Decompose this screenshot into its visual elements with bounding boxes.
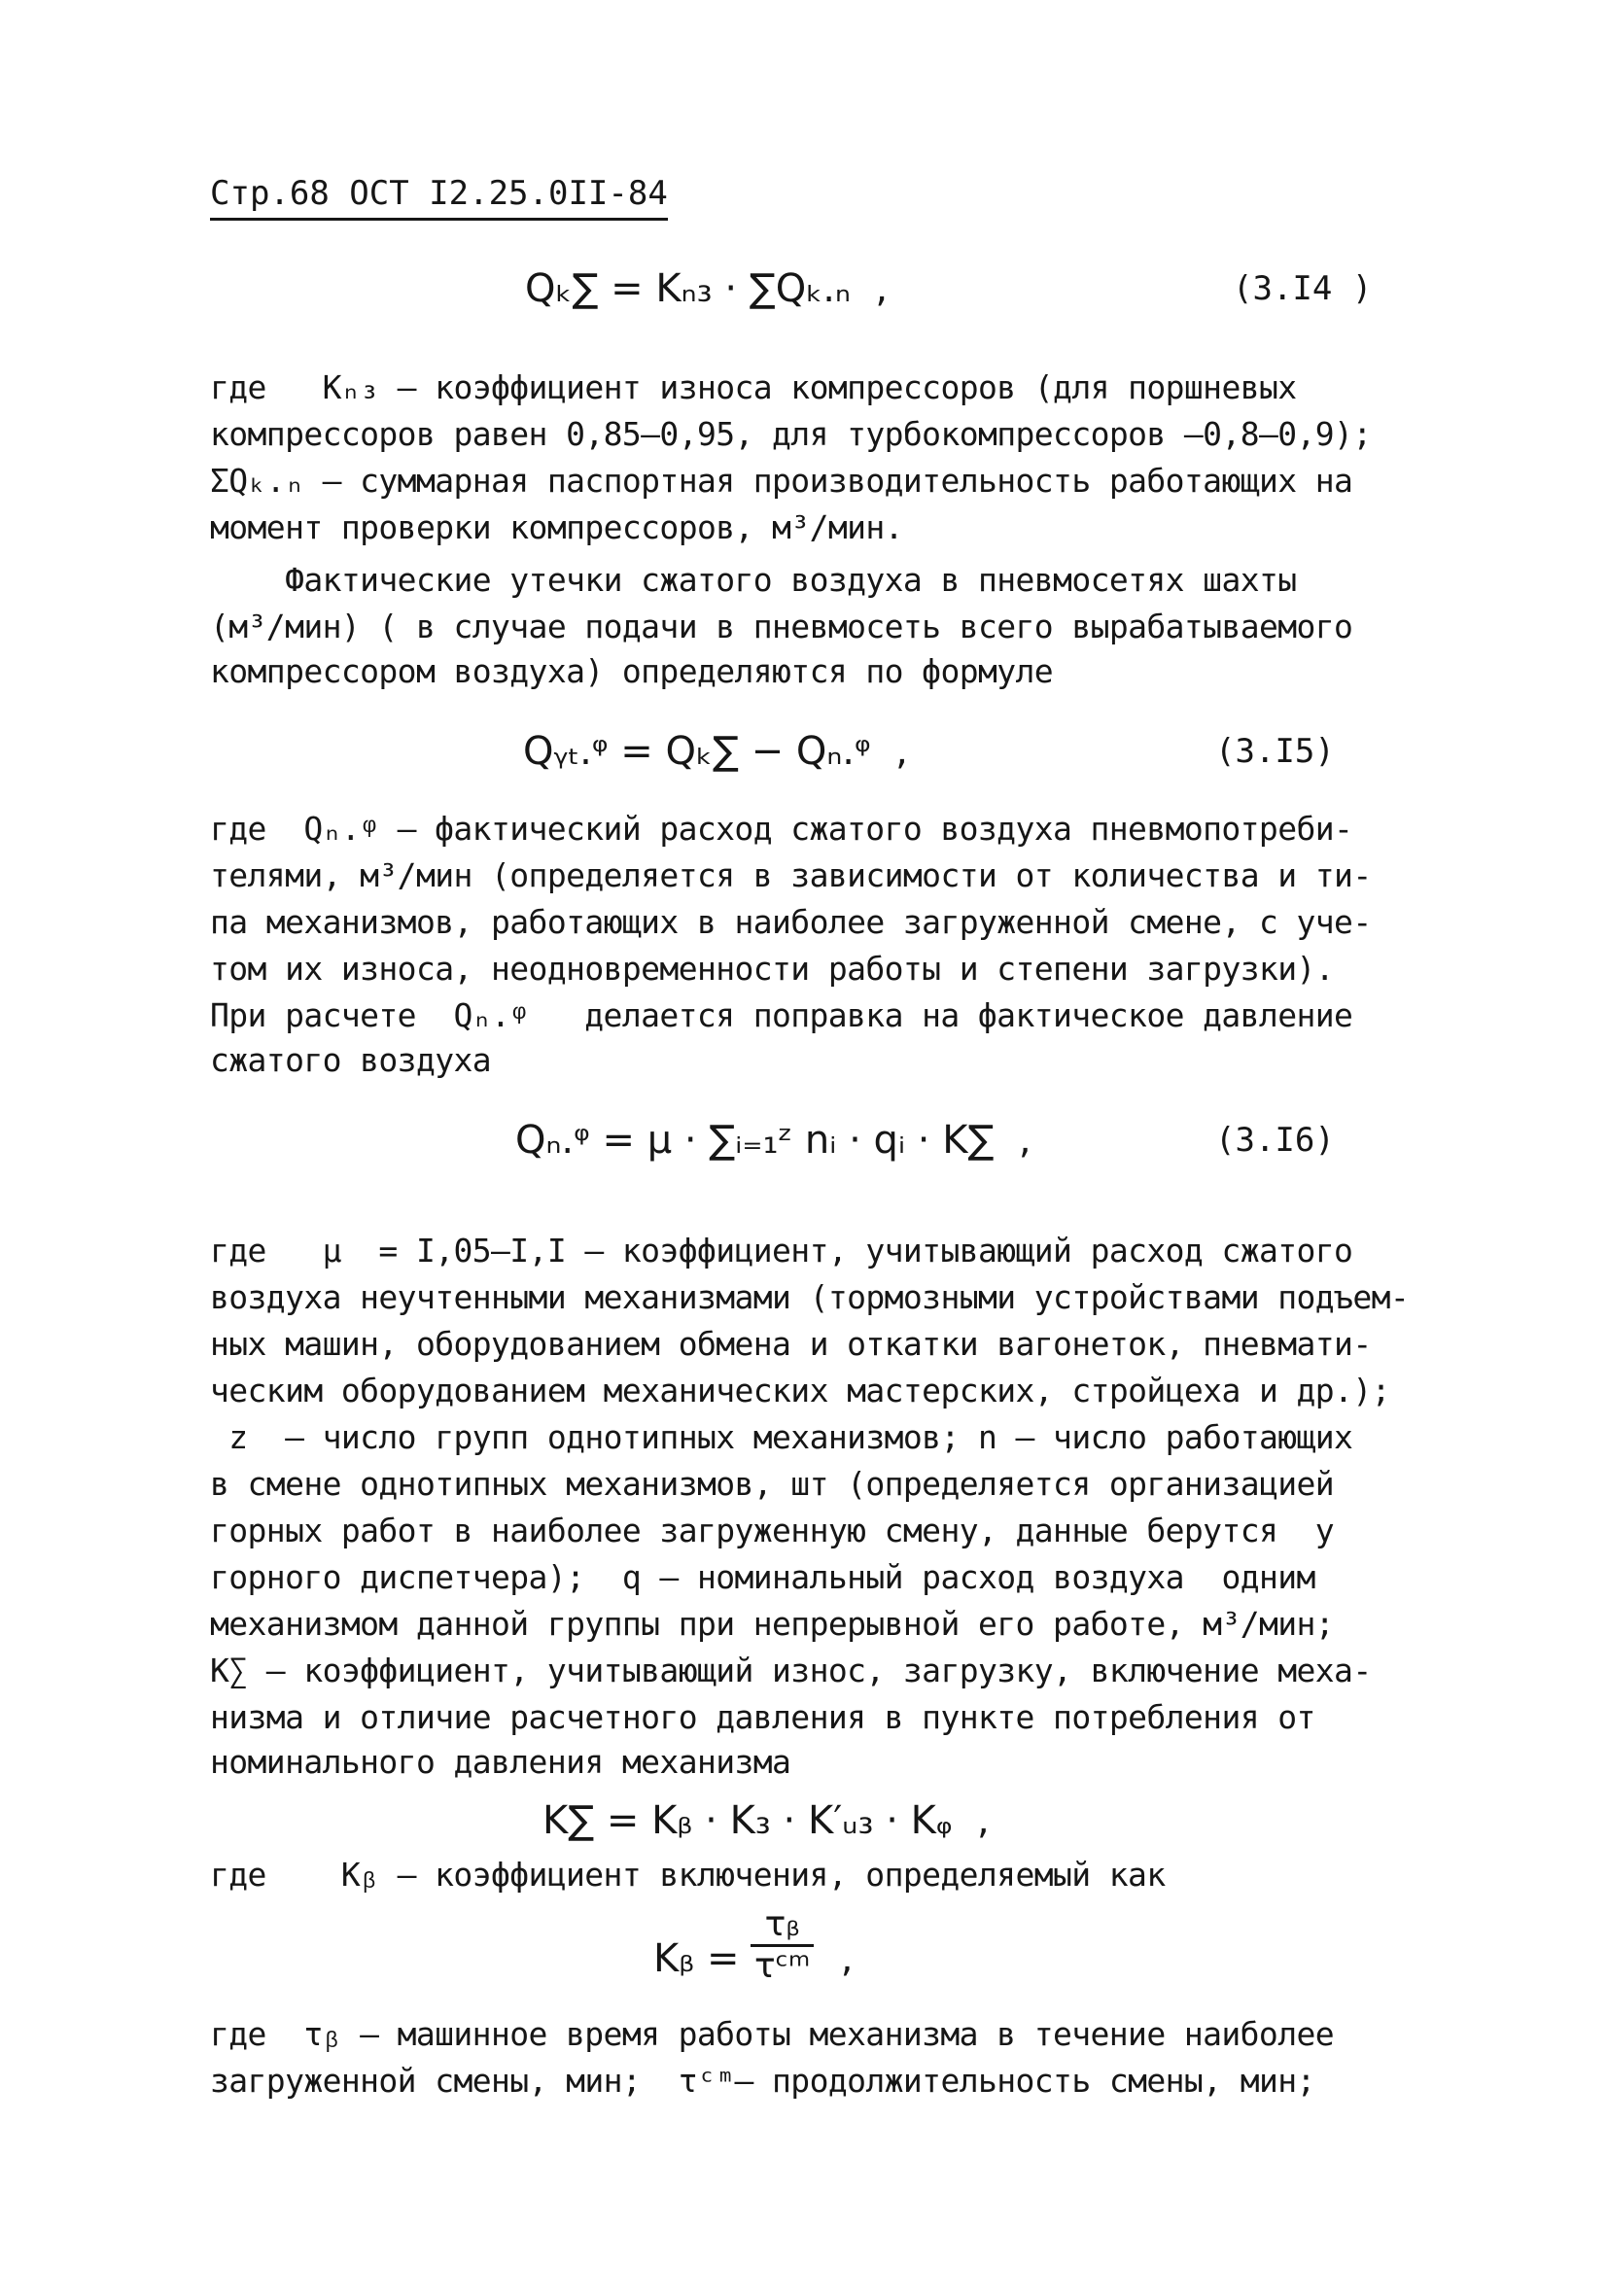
text-line-12: При расчете Qₙ.ᵠ делается поправка на фактическое давление (210, 996, 1353, 1034)
equation-kb-tail: , (828, 1936, 854, 1981)
equation-kb-numerator: τᵦ (751, 1905, 814, 1947)
equation-3-16-number: (3.I6) (1215, 1121, 1335, 1160)
text-line-25: номинального давления механизма (210, 1743, 791, 1781)
equation-kb-lead: Kᵦ = (653, 1936, 752, 1981)
text-line-23: К∑ – коэффициент, учитывающий износ, загрузку, включение меха- (210, 1652, 1372, 1689)
text-line-13: сжатого воздуха (210, 1041, 492, 1079)
text-line-26: где Кᵦ – коэффициент включения, определяемый как (210, 1856, 1166, 1894)
equation-kb-denominator: τᶜᵐ (754, 1946, 811, 1986)
text-line-14: где μ = I,05–I,I – коэффициент, учитывающий расход сжатого (210, 1232, 1353, 1270)
text-line-24: низма и отличие расчетного давления в пункте потребления от (210, 1698, 1315, 1736)
text-line-3: ΣQₖ.ₙ – суммарная паспортная производительность работающих на (210, 462, 1353, 500)
text-line-4: момент проверки компрессоров, м³/мин. (210, 508, 903, 546)
equation-3-14-number: (3.I4 ) (1233, 269, 1373, 308)
text-line-28: загруженной смены, мин; τᶜᵐ– продолжительность смены, мин; (210, 2062, 1315, 2100)
equation-3-15: Qᵧₜ.ᵠ = Qₖ∑ − Qₙ.ᵠ , (523, 729, 908, 774)
equation-3-15-number: (3.I5) (1215, 732, 1335, 771)
text-line-6: (м³/мин) ( в случае подачи в пневмосеть всего вырабатываемого (210, 608, 1353, 645)
text-line-21: горного диспетчера); q – номинальный расход воздуха одним (210, 1558, 1315, 1596)
text-line-1: где Кₙ₃ – коэффициент износа компрессоров (для поршневых (210, 368, 1297, 406)
page-header: Стр.68 ОСТ I2.25.0II-84 (210, 171, 668, 221)
text-line-27: где τᵦ – машинное время работы механизма в течение наиболее (210, 2015, 1334, 2053)
text-line-9: телями, м³/мин (определяется в зависимости от количества и ти- (210, 856, 1372, 894)
equation-kb-fraction (751, 1905, 814, 1986)
text-line-19: в смене однотипных механизмов, шт (определяется организацией (210, 1465, 1335, 1503)
text-line-10: па механизмов, работающих в наиболее загруженной смене, с уче- (210, 903, 1372, 941)
text-line-15: воздуха неучтенными механизмами (тормозными устройствами подъем- (210, 1278, 1410, 1316)
text-line-16: ных машин, оборудованием обмена и откатки вагонеток, пневмати- (210, 1325, 1372, 1363)
equation-k-sigma: K∑ = Kᵦ · K₃ · K′ᵤ₃ · Kᵩ , (542, 1798, 990, 1843)
text-line-8: где Qₙ.ᵠ – фактический расход сжатого воздуха пневмопотреби- (210, 810, 1353, 848)
equation-3-16: Qₙ.ᵠ = μ · ∑ᵢ₌₁ᶻ nᵢ · qᵢ · K∑ , (515, 1118, 1031, 1163)
text-line-20: горных работ в наиболее загруженную смену, данные берутся у (210, 1512, 1335, 1549)
text-line-2: компрессоров равен 0,85–0,95, для турбокомпрессоров –0,8–0,9); (210, 415, 1372, 453)
text-line-18: z – число групп однотипных механизмов; n – число работающих (210, 1418, 1353, 1456)
equation-3-14: Qₖ∑ = Kₙ₃ · ∑Qₖ.ₙ , (525, 266, 889, 311)
text-line-22: механизмом данной группы при непрерывной его работе, м³/мин; (210, 1605, 1335, 1643)
text-line-11: том их износа, неодновременности работы и степени загрузки). (210, 950, 1335, 988)
text-line-17: ческим оборудованием механических мастерских, стройцеха и др.); (210, 1372, 1390, 1409)
text-line-5: Фактические утечки сжатого воздуха в пневмосетях шахты (210, 561, 1297, 599)
text-line-7: компрессором воздуха) определяются по формуле (210, 652, 1054, 690)
